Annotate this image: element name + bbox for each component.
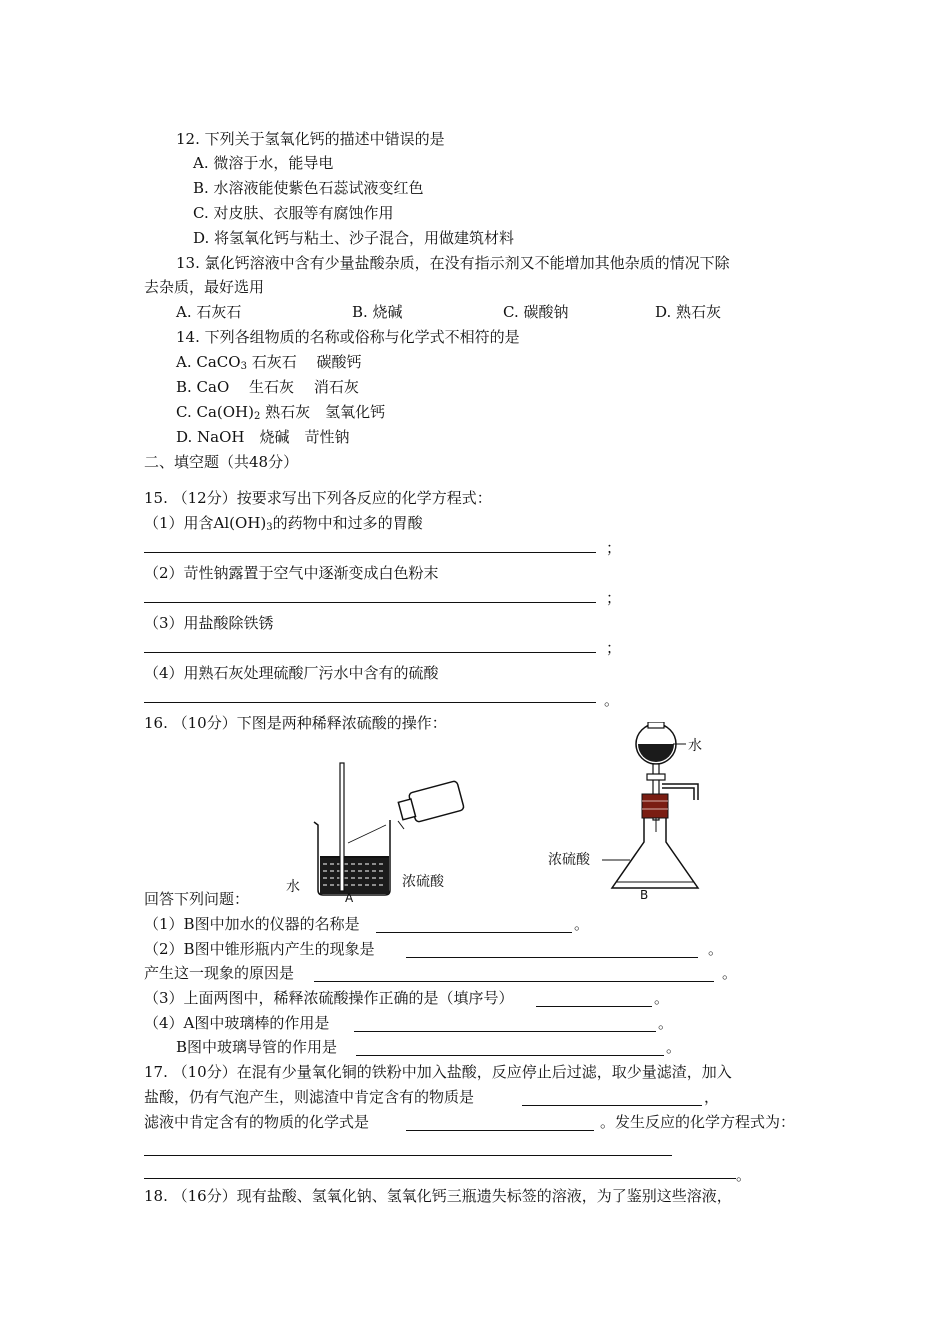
q16-sub2-period: 。: [708, 940, 724, 958]
q14-option-a: A. CaCO$_3$ 石灰石 碳酸钙: [176, 353, 362, 372]
q16-sub1: （1）B图中加水的仪器的名称是: [144, 915, 360, 933]
q15-part2: （2）苛性钠露置于空气中逐渐变成白色粉末: [144, 564, 439, 582]
q16-sub4b: B图中玻璃导管的作用是: [176, 1038, 338, 1056]
q16-stem: 16. （10分）下图是两种稀释浓硫酸的操作：: [144, 714, 447, 732]
q14-option-c: C. $Ca(OH)_2$ 熟石灰 氢氧化钙: [176, 403, 386, 422]
q15-answer-line-4[interactable]: [144, 702, 596, 703]
q16-sub4-period: 。: [658, 1014, 674, 1032]
q12-option-b: B. 水溶液能使紫色石蕊试液变红色: [193, 179, 424, 197]
q15-part1: （1）用含$Al(OH)_3$的药物中和过多的胃酸: [144, 514, 423, 533]
q16-sub3-blank[interactable]: [536, 1006, 652, 1007]
q16-sub3-period: 。: [654, 989, 670, 1007]
q13-option-d: D. 熟石灰: [655, 303, 722, 321]
q17-equation-line-2[interactable]: [144, 1178, 736, 1179]
q15-part4: （4）用熟石灰处理硫酸厂污水中含有的硫酸: [144, 664, 439, 682]
q13-stem-line2: 去杂质，最好选用: [144, 278, 265, 296]
figure-a-water-label: 水: [286, 879, 300, 895]
q15-answer-line-3[interactable]: [144, 652, 596, 653]
section-heading: 二、填空题（共48分）: [144, 453, 299, 471]
q13-option-c: C. 碳酸钠: [503, 303, 569, 321]
q15-stem: 15. （12分）按要求写出下列各反应的化学方程式：: [144, 489, 492, 507]
q15-period: 。: [604, 691, 620, 709]
q14-option-d: D. NaOH 烧碱 苛性钠: [176, 428, 350, 446]
figure-b-acid-label: 浓硫酸: [548, 852, 590, 868]
figure-b-water-label: 水: [688, 738, 702, 754]
q17-period: 。: [736, 1166, 752, 1184]
q16-sub2b: 产生这一现象的原因是: [144, 964, 295, 982]
figure-a-letter: A: [345, 891, 354, 905]
q17-line2: 盐酸，仍有气泡产生，则滤渣中肯定含有的物质是: [144, 1088, 475, 1106]
q16-sub4: （4）A图中玻璃棒的作用是: [144, 1014, 330, 1032]
q16-sub1-period: 。: [574, 915, 590, 933]
q13-option-b: B. 烧碱: [352, 303, 403, 321]
q16-sub2b-blank[interactable]: [314, 981, 714, 982]
figure-b-letter: B: [640, 888, 649, 902]
q13-stem-line1: 13. 氯化钙溶液中含有少量盐酸杂质，在没有指示剂又不能增加其他杂质的情况下除: [176, 254, 730, 272]
q16-sub4b-period: 。: [666, 1038, 682, 1056]
q12-stem: 12. 下列关于氢氧化钙的描述中错误的是: [176, 130, 445, 148]
q18-line1: 18. （16分）现有盐酸、氢氧化钠、氢氧化钙三瓶遗失标签的溶液，为了鉴别这些溶液，: [144, 1187, 732, 1205]
q12-option-d: D. 将氢氧化钙与粘土、沙子混合，用做建筑材料: [193, 229, 515, 247]
q15-semicolon-1: ；: [606, 539, 622, 557]
q17-blank-residue[interactable]: [522, 1105, 702, 1106]
q15-semicolon-2: ；: [606, 589, 622, 607]
q15-semicolon-3: ；: [606, 639, 622, 657]
q17-blank-formula[interactable]: [406, 1130, 594, 1131]
q16-sub2: （2）B图中锥形瓶内产生的现象是: [144, 940, 375, 958]
q17-equation-line-1[interactable]: [144, 1155, 672, 1156]
q16-sub3: （3）上面两图中，稀释浓硫酸操作正确的是（填序号）: [144, 989, 514, 1007]
q16-sub4b-blank[interactable]: [356, 1055, 664, 1056]
q12-option-a: A. 微溶于水，能导电: [193, 154, 334, 172]
q17-line3-tail: 。发生反应的化学方程式为：: [600, 1113, 796, 1131]
figure-a-acid-label: 浓硫酸: [402, 874, 444, 890]
q15-answer-line-1[interactable]: [144, 552, 596, 553]
q15-answer-line-2[interactable]: [144, 602, 596, 603]
q16-sub2-blank[interactable]: [406, 957, 698, 958]
q17-line3: 滤液中肯定含有的物质的化学式是: [144, 1113, 370, 1131]
q14-option-b: B. CaO 生石灰 消石灰: [176, 378, 359, 396]
q16-sub1-blank[interactable]: [376, 932, 572, 933]
q16-answer-prompt: 回答下列问题：: [144, 890, 250, 908]
q12-option-c: C. 对皮肤、衣服等有腐蚀作用: [193, 204, 394, 222]
q17-line1: 17. （10分）在混有少量氧化铜的铁粉中加入盐酸，反应停止后过滤，取少量滤渣，加入: [144, 1063, 732, 1081]
q16-sub4-blank[interactable]: [354, 1031, 656, 1032]
q14-stem: 14. 下列各组物质的名称或俗称与化学式不相符的是: [176, 328, 520, 346]
q16-sub2b-period: 。: [722, 964, 738, 982]
q15-part3: （3）用盐酸除铁锈: [144, 614, 274, 632]
q17-comma: ，: [704, 1088, 720, 1106]
q13-option-a: A. 石灰石: [176, 303, 242, 321]
